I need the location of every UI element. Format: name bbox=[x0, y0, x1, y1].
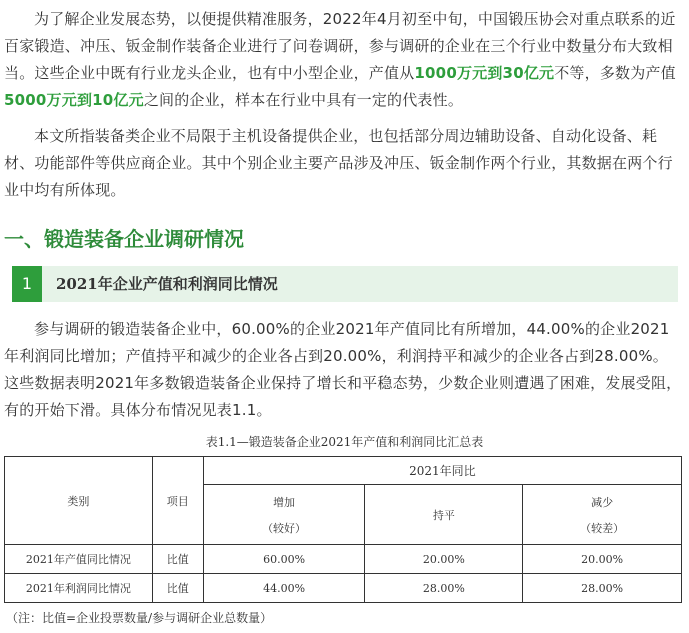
intro-paragraph-2: 本文所指装备类企业不局限于主机设备提供企业，也包括部分周边辅助设备、自动化设备、耗材、功能部件等供应商企业。其中个别企业主要产品涉及冲压、钣金制作两个行业，其数据在两个行业中均有所体现。 bbox=[4, 127, 673, 199]
row-item: 比值 bbox=[152, 574, 203, 603]
section-body-paragraph: 参与调研的锻造装备企业中，60.00%的企业2021年产值同比有所增加，44.00%的企业2021年利润同比增加；产值持平和减少的企业各占到20.00%，利润持平和减少的企业各占到28.00%。这些数据表明2021年多数锻造装备企业保持了增长和平稳态势，少数企业则遭遇了困难，发展受阻，有的开始下滑。具体分布情况见表1.1。 bbox=[4, 320, 682, 419]
intro-highlight-output-range: 1000万元到30亿元 bbox=[414, 64, 555, 82]
row-decrease: 28.00% bbox=[523, 574, 682, 603]
row-flat: 20.00% bbox=[365, 545, 523, 574]
row-increase: 44.00% bbox=[203, 574, 365, 603]
header-category: 类别 bbox=[5, 457, 153, 545]
subsection-heading: 2021年企业产值和利润同比情况 bbox=[56, 275, 278, 293]
header-increase-label: 增加 bbox=[273, 495, 296, 509]
intro-text-3: 之间的企业，样本在行业中具有一定的代表性。 bbox=[143, 91, 464, 109]
row-category: 2021年利润同比情况 bbox=[5, 574, 153, 603]
row-decrease: 20.00% bbox=[523, 545, 682, 574]
table-header-row-1 bbox=[5, 457, 682, 485]
row-category: 2021年产值同比情况 bbox=[5, 545, 153, 574]
row-increase: 60.00% bbox=[203, 545, 365, 574]
header-increase bbox=[203, 485, 365, 545]
header-decrease-note: （较差） bbox=[580, 521, 625, 535]
intro-text-2: 不等，多数为产值 bbox=[554, 64, 676, 82]
intro-text-1: 为了解企业发展态势，以便提供精准服务，2022年4月初至中旬，中国锻压协会对重点联系的近百家锻造、冲压、钣金制作装备企业进行了问卷调研，参与调研的企业在三个行业中数量分布大致相当。这些企业中既有行业龙头企业，也有中小型企业，产值从 bbox=[4, 10, 676, 82]
row-flat: 28.00% bbox=[365, 574, 523, 603]
intro-paragraph-1 bbox=[4, 6, 682, 114]
intro-highlight-majority-range: 5000万元到10亿元 bbox=[4, 91, 144, 109]
section-heading: 一、锻造装备企业调研情况 bbox=[4, 227, 244, 251]
header-decrease bbox=[523, 485, 682, 545]
header-item: 项目 bbox=[152, 457, 203, 545]
table-row bbox=[5, 545, 682, 574]
table-row bbox=[5, 574, 682, 603]
row-item: 比值 bbox=[152, 545, 203, 574]
header-increase-note: （较好） bbox=[262, 521, 307, 535]
summary-table bbox=[4, 456, 682, 603]
table-footnote: （注：比值=企业投票数量/参与调研企业总数量） bbox=[6, 611, 273, 625]
header-decrease-label: 减少 bbox=[591, 495, 614, 509]
subsection-number-badge: 1 bbox=[12, 266, 42, 302]
table-caption: 表1.1—锻造装备企业2021年产值和利润同比汇总表 bbox=[205, 435, 484, 449]
header-flat: 持平 bbox=[365, 485, 523, 545]
header-year-over-year: 2021年同比 bbox=[203, 457, 681, 485]
